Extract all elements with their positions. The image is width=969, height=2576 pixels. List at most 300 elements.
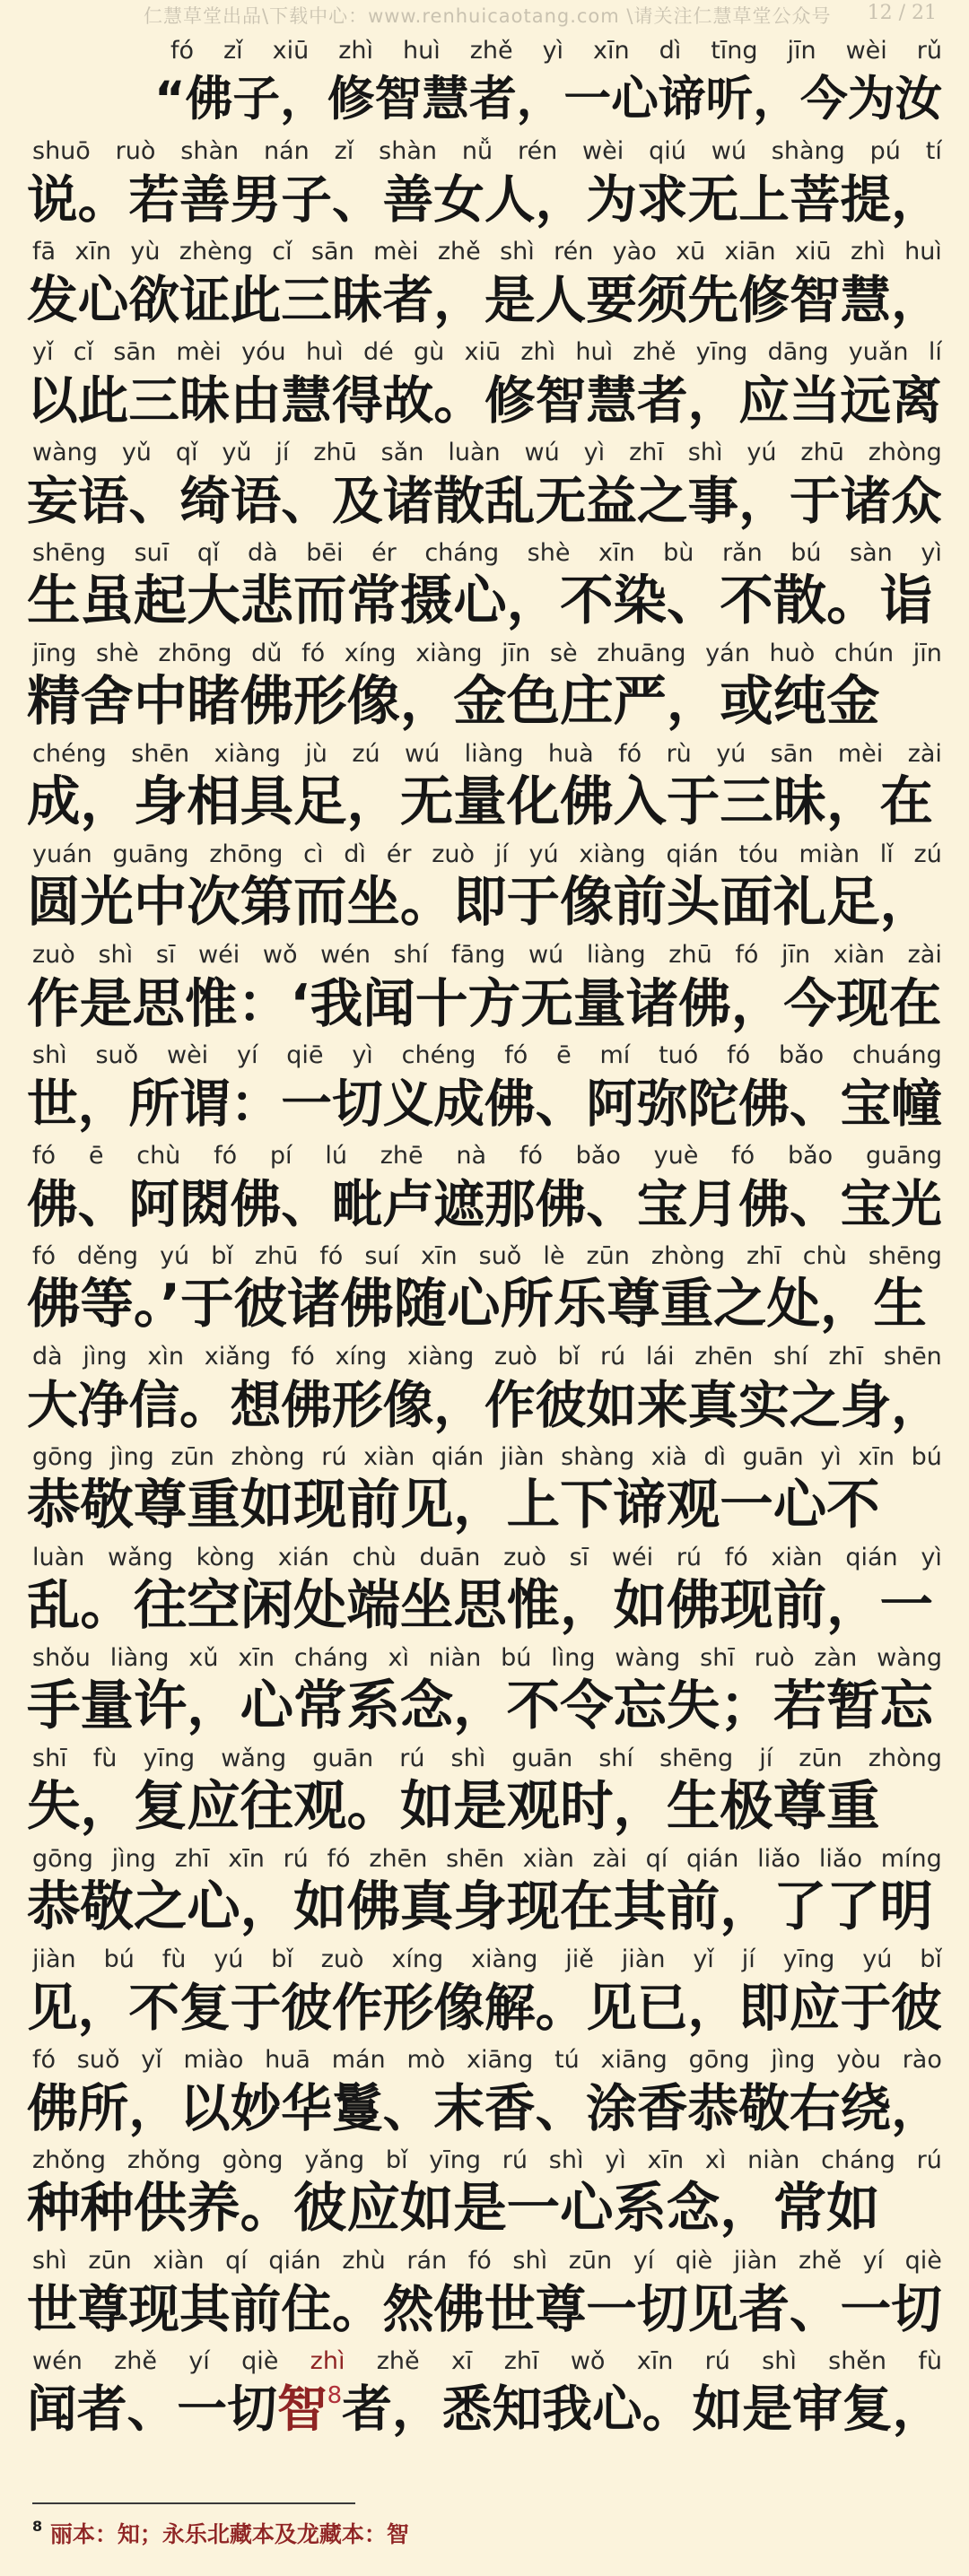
pinyin-syllable: rǔ (916, 37, 942, 65)
pinyin-syllable: gù (413, 338, 445, 366)
hanzi-row (27, 770, 951, 840)
text-line (27, 1744, 951, 1844)
pinyin-syllable: chún (834, 640, 895, 667)
pinyin-syllable: gōng (688, 2046, 750, 2074)
pinyin-syllable: shì (512, 2247, 548, 2275)
pinyin-syllable: wú (405, 740, 441, 768)
text-line (27, 1945, 951, 2045)
pinyin-syllable: jīn (781, 941, 811, 969)
pinyin-syllable: guān (312, 1745, 374, 1772)
pinyin-syllable: yì (921, 1544, 942, 1571)
pinyin-syllable: qián (686, 1845, 739, 1873)
pinyin-syllable: fó (618, 740, 642, 768)
pinyin-syllable: yú (214, 1945, 244, 1973)
hanzi-row (27, 569, 951, 639)
pinyin-syllable: xī (450, 2347, 473, 2375)
text-line (27, 1442, 951, 1543)
pinyin-syllable: yì (352, 1041, 373, 1069)
pinyin-syllable: zǐ (334, 137, 354, 165)
pinyin-syllable: dì (703, 1443, 727, 1471)
hanzi-row (27, 468, 951, 538)
pinyin-syllable: huì (305, 338, 344, 366)
pinyin-syllable: xiāng (600, 2046, 668, 2074)
pinyin-syllable: zhēn (369, 1845, 428, 1873)
pinyin-syllable: fù (918, 2347, 942, 2375)
page-header (0, 0, 969, 38)
pinyin-row (32, 337, 942, 368)
pinyin-syllable: dà (32, 1343, 63, 1371)
pinyin-syllable: fó (519, 1142, 543, 1170)
pinyin-syllable: nǚ (461, 137, 493, 165)
pinyin-syllable: yīng (695, 338, 748, 366)
pinyin-syllable: bú (103, 1945, 135, 1973)
pinyin-syllable: shì (548, 2146, 584, 2174)
pinyin-syllable: yuè (653, 1142, 699, 1170)
pinyin-syllable: shàn (379, 137, 437, 165)
pinyin-row (32, 438, 942, 468)
pinyin-syllable: yú (746, 439, 777, 466)
pinyin-syllable: rén (517, 137, 558, 165)
pinyin-syllable: bú (790, 539, 822, 567)
pinyin-syllable: gòng (222, 2146, 284, 2174)
pinyin-syllable: bǎo (778, 1041, 825, 1069)
pinyin-syllable: yòu (836, 2046, 881, 2074)
pinyin-syllable: qiè (241, 2347, 279, 2375)
pinyin-syllable: xìn (147, 1343, 185, 1371)
pinyin-syllable: zhòng (868, 1745, 942, 1772)
pinyin-syllable: zhū (254, 1242, 299, 1270)
pinyin-syllable: shì (500, 238, 535, 265)
pinyin-syllable: huì (575, 338, 614, 366)
pinyin-syllable: xīn (421, 1242, 458, 1270)
text-line (27, 1844, 951, 1945)
pinyin-syllable: yí (236, 1041, 258, 1069)
pinyin-syllable: zhū (800, 439, 844, 466)
pinyin-syllable: fó (727, 1041, 751, 1069)
pinyin-row (32, 739, 942, 770)
pinyin-syllable: yīng (782, 1945, 835, 1973)
scripture-body (27, 36, 951, 2447)
pinyin-row (32, 2346, 942, 2377)
pinyin-syllable: yú (716, 740, 746, 768)
pinyin-syllable: sān (770, 740, 814, 768)
pinyin-syllable: bǎo (787, 1142, 834, 1170)
pinyin-syllable: yīng (143, 1745, 196, 1772)
pinyin-syllable: huò (769, 640, 816, 667)
pinyin-syllable: tīng (711, 37, 758, 65)
pinyin-syllable: gōng (32, 1845, 93, 1873)
hanzi-row (27, 167, 951, 237)
hanzi-row (27, 669, 951, 739)
pinyin-syllable: bēi (306, 539, 344, 567)
pinyin-syllable: sī (569, 1544, 589, 1571)
pinyin-syllable: zǐ (223, 37, 243, 65)
pinyin-syllable: xīn (238, 1644, 275, 1672)
pinyin-syllable: shēng (659, 1745, 734, 1772)
pinyin-row (32, 136, 942, 167)
text-line (27, 2246, 951, 2346)
pinyin-syllable: jīng (32, 640, 77, 667)
pinyin-row (32, 840, 942, 870)
pinyin-syllable: zhì (310, 2347, 345, 2375)
pinyin-syllable: zhě (799, 2247, 842, 2275)
hanzi-text: 生虽起大悲而常摄心，不染、不散。诣 (27, 570, 933, 632)
pinyin-syllable: shì (450, 1745, 486, 1772)
pinyin-syllable: xiū (795, 238, 832, 265)
pinyin-syllable: sè (549, 640, 578, 667)
pinyin-syllable: jīn (912, 640, 942, 667)
pinyin-syllable: jìng (109, 1443, 154, 1471)
pinyin-row (170, 36, 942, 66)
pinyin-syllable: bú (501, 1644, 532, 1672)
pinyin-syllable: chéng (32, 740, 107, 768)
pinyin-syllable: dì (344, 840, 366, 868)
pinyin-syllable: lí (928, 338, 942, 366)
pinyin-syllable: jiàn (32, 1945, 76, 1973)
pinyin-syllable: lú (325, 1142, 347, 1170)
pinyin-syllable: shì (762, 2347, 797, 2375)
pinyin-syllable: zú (352, 740, 380, 768)
pinyin-syllable: shēn (131, 740, 190, 768)
pinyin-syllable: ér (371, 539, 397, 567)
pinyin-syllable: zhě (114, 2347, 158, 2375)
text-line (27, 1141, 951, 1241)
hanzi-text: 大净信。想佛形像，作彼如来真实之身， (27, 1376, 942, 1435)
pinyin-syllable: xì (388, 1644, 410, 1672)
hanzi-row (27, 368, 951, 438)
pinyin-syllable: nà (456, 1142, 487, 1170)
text-line (27, 739, 951, 840)
pinyin-syllable: rǎn (721, 539, 763, 567)
pinyin-syllable: shì (687, 439, 723, 466)
pinyin-syllable: xiū (464, 338, 502, 366)
pinyin-syllable: wú (528, 941, 564, 969)
hanzi-row (27, 1171, 951, 1241)
hanzi-row (27, 1071, 951, 1141)
pinyin-syllable: fó (170, 37, 195, 65)
pinyin-syllable: fù (162, 1945, 187, 1973)
pinyin-syllable: wàng (615, 1644, 681, 1672)
pinyin-syllable: qián (268, 2247, 321, 2275)
pinyin-syllable: xiǎng (204, 1343, 272, 1371)
pinyin-syllable: zhòng (868, 439, 942, 466)
pinyin-syllable: mèi (837, 740, 884, 768)
pinyin-syllable: rú (676, 1544, 703, 1571)
pinyin-syllable: wǎng (221, 1745, 287, 1772)
pinyin-syllable: yí (633, 2247, 655, 2275)
pinyin-syllable: xiàn (363, 1443, 415, 1471)
text-line (27, 237, 951, 337)
pinyin-row (32, 2045, 942, 2076)
pinyin-syllable: dà (248, 539, 278, 567)
hanzi-text: 作是思惟：‘我闻十方无量诸佛，今现在 (27, 973, 942, 1034)
pinyin-syllable: shēng (32, 539, 107, 567)
pinyin-row (32, 2145, 942, 2176)
pinyin-syllable: wǒ (262, 941, 298, 969)
pinyin-syllable: liàng (109, 1644, 170, 1672)
text-line (27, 438, 951, 538)
pinyin-syllable: qián (431, 1443, 484, 1471)
pinyin-syllable: jiàn (733, 2247, 778, 2275)
pinyin-syllable: yào (612, 238, 657, 265)
pinyin-syllable: wèi (845, 37, 887, 65)
pinyin-syllable: xiàn (771, 1544, 823, 1571)
pinyin-syllable: dé (362, 338, 394, 366)
pinyin-syllable: yǔ (121, 439, 152, 466)
pinyin-syllable: zhě (633, 338, 677, 366)
footnote-text: 丽本：知；永乐北藏本及龙藏本：智 (49, 2521, 409, 2547)
hanzi-text: 者，悉知我心。如是审复， (342, 2380, 943, 2439)
pinyin-syllable: suǒ (95, 1041, 139, 1069)
text-line (27, 36, 951, 136)
pinyin-syllable: fó (467, 2247, 492, 2275)
pinyin-syllable: wéi (611, 1544, 654, 1571)
pinyin-syllable: xiū (272, 37, 310, 65)
pinyin-syllable: luàn (448, 439, 501, 466)
pinyin-syllable: cháng (424, 539, 500, 567)
pinyin-syllable: rú (321, 1443, 347, 1471)
pinyin-syllable: yú (160, 1242, 190, 1270)
pinyin-syllable: zhōng (158, 640, 232, 667)
pinyin-syllable: shǒu (32, 1644, 91, 1672)
pinyin-row (32, 1241, 942, 1272)
pinyin-syllable: qián (666, 840, 719, 868)
pinyin-syllable: xiàng (415, 640, 483, 667)
pinyin-syllable: bǐ (385, 2146, 408, 2174)
pinyin-syllable: zūn (799, 1745, 842, 1772)
hanzi-text: 种种供养。彼应如是一心系念，常如 (27, 2178, 880, 2240)
pinyin-row (32, 639, 942, 669)
pinyin-syllable: ē (88, 1142, 104, 1170)
pinyin-syllable: qiè (675, 2247, 713, 2275)
pinyin-syllable: guān (742, 1443, 804, 1471)
pinyin-syllable: xīn (647, 2146, 685, 2174)
pinyin-syllable: yǐ (32, 338, 54, 366)
pinyin-syllable: zhì (850, 238, 886, 265)
pinyin-syllable: zhì (520, 338, 556, 366)
pinyin-syllable: zhù (342, 2247, 386, 2275)
pinyin-syllable: lìng (551, 1644, 596, 1672)
pinyin-syllable: lái (645, 1343, 675, 1371)
pinyin-syllable: xiàn (153, 2247, 205, 2275)
hanzi-row (27, 2176, 951, 2246)
hanzi-row (27, 267, 951, 337)
pinyin-syllable: lè (543, 1242, 565, 1270)
pinyin-syllable: yǔ (222, 439, 252, 466)
pinyin-syllable: chù (136, 1142, 181, 1170)
pinyin-syllable: zhī (174, 1845, 210, 1873)
pinyin-syllable: fó (731, 1142, 755, 1170)
footnote (32, 2517, 409, 2549)
pinyin-syllable: shí (393, 941, 429, 969)
hanzi-row (27, 2276, 951, 2346)
hanzi-text: 手量许，心常系念，不令忘失；若暂忘 (27, 1675, 933, 1737)
pinyin-syllable: zài (592, 1845, 627, 1873)
hanzi-text: 说。若善男子、善女人，为求无上菩提， (27, 170, 942, 230)
pinyin-syllable: yù (130, 238, 161, 265)
pinyin-syllable: xū (676, 238, 706, 265)
pinyin-syllable: zuò (320, 1945, 364, 1973)
hanzi-text: 佛所，以妙华鬘、末香、涂香恭敬右绕， (27, 2079, 942, 2138)
text-line (27, 639, 951, 739)
pinyin-syllable: niàn (428, 1644, 482, 1672)
pinyin-syllable: liǎo (757, 1845, 801, 1873)
hanzi-text: 妄语、绮语、及诸散乱无益之事，于诸众 (27, 472, 942, 531)
pinyin-syllable: bǐ (557, 1343, 581, 1371)
pinyin-syllable: wèi (582, 137, 624, 165)
pinyin-row (32, 1040, 942, 1071)
pinyin-syllable: bǐ (271, 1945, 293, 1973)
text-line (27, 840, 951, 940)
pinyin-syllable: xiàn (833, 941, 885, 969)
pinyin-syllable: fó (504, 1041, 528, 1069)
pinyin-row (32, 1342, 942, 1372)
pinyin-syllable: cháng (821, 2146, 895, 2174)
pinyin-syllable: jí (759, 1745, 773, 1772)
pinyin-syllable: zhī (503, 2347, 539, 2375)
pinyin-syllable: niàn (747, 2146, 800, 2174)
page-number: 12 / 21 (867, 2, 937, 24)
pinyin-syllable: xiān (724, 238, 776, 265)
pinyin-syllable: shè (527, 539, 571, 567)
pinyin-syllable: gōng (32, 1443, 93, 1471)
pinyin-syllable: wú (524, 439, 560, 466)
pinyin-syllable: sǎn (380, 439, 424, 466)
footnote-reference[interactable]: 8 (327, 2382, 343, 2409)
pinyin-syllable: xiàng (579, 840, 646, 868)
pinyin-syllable: fāng (450, 941, 506, 969)
pinyin-syllable: zhòng (231, 1443, 305, 1471)
hanzi-text: 以此三昧由慧得故。修智慧者，应当远离 (27, 371, 942, 431)
pinyin-syllable: pú (869, 137, 901, 165)
pinyin-syllable: qiè (904, 2247, 942, 2275)
header-watermark-text: 仁慧草堂出品\下载中心：www.renhuicaotang.com \请关注仁慧草堂公众号 (144, 5, 832, 27)
pinyin-syllable: shàng (561, 1443, 635, 1471)
pinyin-syllable: zūn (88, 2247, 132, 2275)
text-line (27, 337, 951, 438)
pinyin-syllable: wén (320, 941, 371, 969)
pinyin-syllable: fó (319, 1242, 344, 1270)
pinyin-syllable: xì (704, 2146, 727, 2174)
text-line (27, 2045, 951, 2145)
pinyin-syllable: tí (925, 137, 942, 165)
text-line (27, 2346, 951, 2447)
hanzi-row (27, 1674, 951, 1744)
pinyin-syllable: xīn (228, 1845, 265, 1873)
hanzi-text: 佛、阿閦佛、毗卢遮那佛、宝月佛、宝光 (27, 1175, 942, 1234)
pinyin-syllable: rén (554, 238, 594, 265)
pinyin-syllable: wèi (166, 1041, 209, 1069)
pinyin-row (32, 1643, 942, 1674)
hanzi-row (27, 2076, 951, 2145)
pinyin-syllable: yí (188, 2347, 210, 2375)
pinyin-syllable: jí (741, 1945, 755, 1973)
pinyin-syllable: shī (32, 1745, 67, 1772)
pinyin-syllable: zhī (629, 439, 664, 466)
pinyin-syllable: zuò (494, 1343, 537, 1371)
hanzi-text: 成，身相具足，无量化佛入于三昧，在 (27, 771, 933, 833)
pinyin-syllable: chuáng (851, 1041, 942, 1069)
pinyin-syllable: shàng (771, 137, 845, 165)
pinyin-syllable: qǐ (196, 539, 220, 567)
pinyin-syllable: wú (711, 137, 746, 165)
pinyin-syllable: zú (913, 840, 942, 868)
pinyin-syllable: yǐ (141, 2046, 162, 2074)
pinyin-syllable: shěn (828, 2347, 887, 2375)
pinyin-syllable: mèi (373, 238, 419, 265)
pinyin-syllable: rú (599, 1343, 626, 1371)
pinyin-syllable: guāng (865, 1142, 942, 1170)
pinyin-syllable: shuō (32, 137, 91, 165)
pinyin-syllable: miàn (799, 840, 860, 868)
pinyin-syllable: cǐ (73, 338, 94, 366)
hanzi-row (27, 1774, 951, 1844)
pinyin-syllable: shì (32, 2247, 67, 2275)
hanzi-row (27, 1875, 951, 1945)
pinyin-syllable: xiàng (407, 1343, 475, 1371)
pinyin-syllable: jiàn (621, 1945, 666, 1973)
pinyin-syllable: huā (265, 2046, 310, 2074)
pinyin-syllable: chù (352, 1544, 397, 1571)
text-line (27, 1342, 951, 1442)
pinyin-syllable: fā (32, 238, 57, 265)
pinyin-syllable: jīn (502, 640, 531, 667)
pinyin-syllable: yì (583, 439, 606, 466)
pinyin-syllable: tóu (738, 840, 779, 868)
hanzi-row (27, 2377, 951, 2447)
pinyin-row (32, 237, 942, 267)
hanzi-text: 世，所谓：一切义成佛、阿弥陀佛、宝幢 (27, 1075, 942, 1134)
pinyin-syllable: zhì (338, 37, 374, 65)
pinyin-syllable: ē (556, 1041, 572, 1069)
pinyin-syllable: děng (77, 1242, 139, 1270)
pinyin-syllable: dǔ (251, 640, 283, 667)
pinyin-syllable: zuò (503, 1544, 546, 1571)
pinyin-syllable: suí (364, 1242, 399, 1270)
pinyin-syllable: yǐ (693, 1945, 714, 1973)
pinyin-syllable: zhē (380, 1142, 423, 1170)
pinyin-syllable: suǒ (478, 1242, 522, 1270)
pinyin-syllable: xiàng (214, 740, 281, 768)
pinyin-syllable: yuǎn (848, 338, 909, 366)
pinyin-syllable: kòng (196, 1544, 256, 1571)
pinyin-row (32, 2246, 942, 2276)
pinyin-syllable: wén (32, 2347, 83, 2375)
hanzi-row (27, 1975, 951, 2045)
pinyin-syllable: huì (402, 37, 441, 65)
hanzi-text: 精舍中睹佛形像，金色庄严，或纯金 (27, 671, 880, 733)
hanzi-row (27, 970, 951, 1040)
pinyin-syllable: xīn (74, 238, 111, 265)
pinyin-syllable: zhèng (179, 238, 253, 265)
pinyin-syllable: zhī (828, 1343, 864, 1371)
pinyin-syllable: sān (113, 338, 157, 366)
footnote-divider (32, 2502, 355, 2504)
pinyin-syllable: yì (605, 2146, 626, 2174)
pinyin-syllable: huì (904, 238, 942, 265)
pinyin-syllable: guāng (112, 840, 189, 868)
text-line (27, 136, 951, 237)
pinyin-syllable: fó (327, 1845, 351, 1873)
pinyin-syllable: fó (214, 1142, 238, 1170)
hanzi-row (27, 1372, 951, 1442)
pinyin-syllable: wǒ (570, 2347, 606, 2375)
pinyin-syllable: huà (547, 740, 594, 768)
pinyin-syllable: ér (386, 840, 412, 868)
pinyin-syllable: fó (735, 941, 759, 969)
pinyin-row (32, 1744, 942, 1774)
hanzi-text: 发心欲证此三昧者，是人要须先修智慧， (27, 271, 942, 330)
